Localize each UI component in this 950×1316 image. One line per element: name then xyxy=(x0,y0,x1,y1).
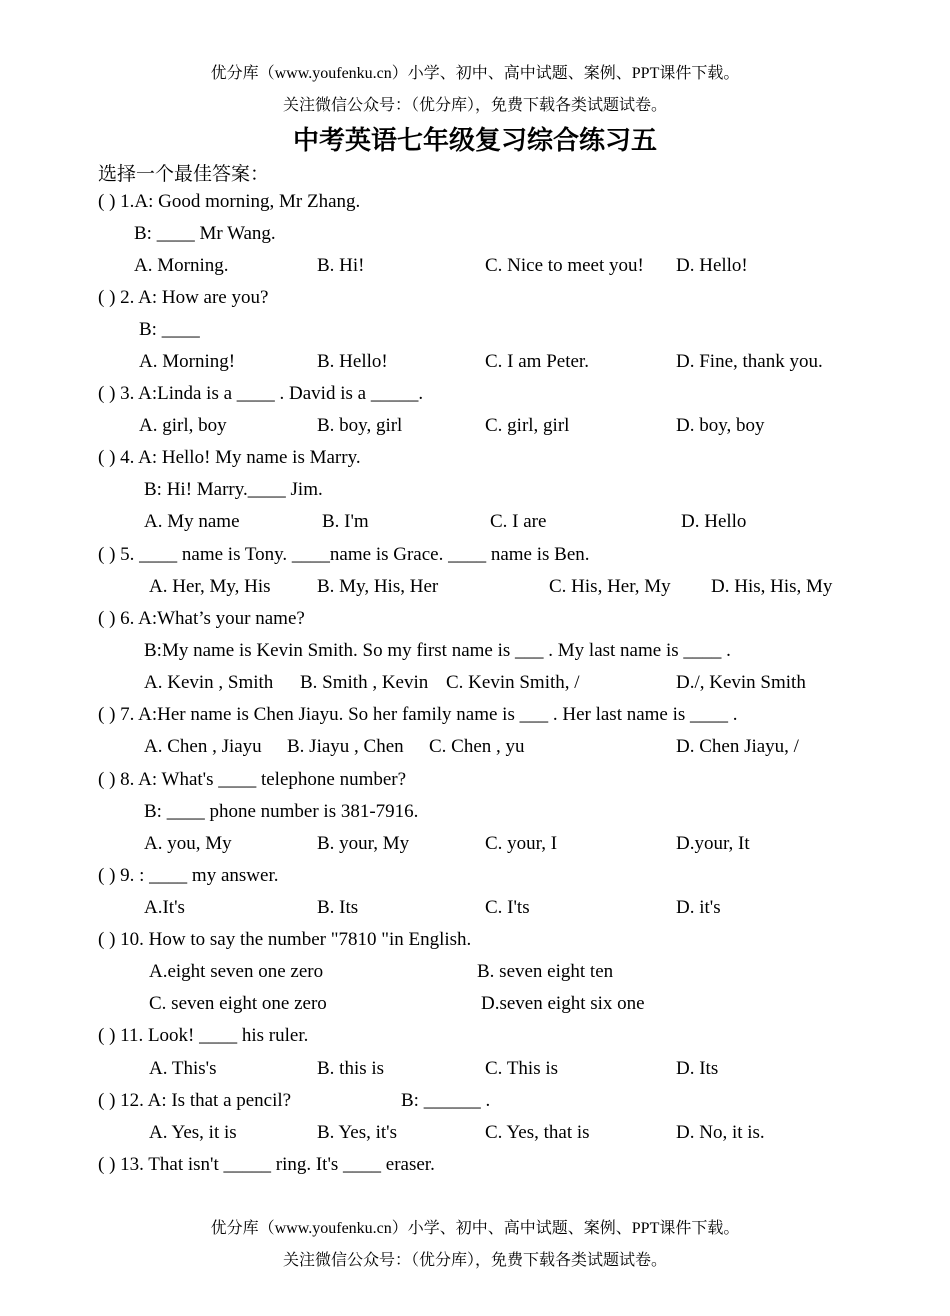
question-6-dialog: B:My name is Kevin Smith. So my first name is ___ . My last name is ____ . xyxy=(144,640,731,661)
question-12: ( ) 12. A: Is that a pencil? xyxy=(98,1090,292,1111)
question-12-option-d: D. No, it is. xyxy=(676,1122,765,1143)
page-title: 中考英语七年级复习综合练习五 xyxy=(292,126,657,156)
question-1: ( ) 1.A: Good morning, Mr Zhang. xyxy=(98,191,361,212)
question-4-option-c: C. I are xyxy=(490,511,547,532)
question-1-dialog: B: ____ Mr Wang. xyxy=(134,223,276,244)
question-12-option-c: C. Yes, that is xyxy=(485,1122,590,1143)
question-9-option-a: A.It's xyxy=(144,897,185,918)
question-3: ( ) 3. A:Linda is a ____ . David is a _____. xyxy=(98,383,424,404)
question-11: ( ) 11. Look! ____ his ruler. xyxy=(98,1025,309,1046)
question-7-option-c: C. Chen , yu xyxy=(429,736,525,757)
question-10-option-a: A.eight seven one zero xyxy=(149,961,324,982)
question-3-option-b: B. boy, girl xyxy=(317,415,403,436)
question-1-option-d: D. Hello! xyxy=(676,255,748,276)
question-9-option-c: C. I'ts xyxy=(485,897,530,918)
question-8-option-c: C. your, I xyxy=(485,833,558,854)
question-2-option-d: D. Fine, thank you. xyxy=(676,351,823,372)
question-6: ( ) 6. A:What’s your name? xyxy=(98,608,305,629)
question-4-option-a: A. My name xyxy=(144,511,240,532)
question-1-option-a: A. Morning. xyxy=(134,255,229,276)
question-3-option-c: C. girl, girl xyxy=(485,415,570,436)
question-6-option-a: A. Kevin , Smith xyxy=(144,672,274,693)
question-8: ( ) 8. A: What's ____ telephone number? xyxy=(98,769,407,790)
question-11-option-b: B. this is xyxy=(317,1058,385,1079)
question-9-option-d: D. it's xyxy=(676,897,721,918)
question-5-option-d: D. His, His, My xyxy=(711,576,833,597)
question-11-option-a: A. This's xyxy=(149,1058,217,1079)
question-7: ( ) 7. A:Her name is Chen Jiayu. So her family name is ___ . Her last name is ____ . xyxy=(98,704,738,725)
question-7-option-d: D. Chen Jiayu, / xyxy=(676,736,799,757)
question-4-dialog: B: Hi! Marry.____ Jim. xyxy=(144,479,323,500)
question-5-option-c: C. His, Her, My xyxy=(549,576,671,597)
question-2-dialog: B: ____ xyxy=(139,319,200,340)
question-2-option-c: C. I am Peter. xyxy=(485,351,589,372)
question-10-option-c: C. seven eight one zero xyxy=(149,993,327,1014)
question-1-option-b: B. Hi! xyxy=(317,255,365,276)
footer-line-2: 关注微信公众号：（优分库），免费下载各类试题试卷。 xyxy=(282,1252,667,1269)
question-3-option-d: D. boy, boy xyxy=(676,415,765,436)
question-5-option-a: A. Her, My, His xyxy=(149,576,271,597)
footer-line-1: 优分库（www.youfenku.cn）小学、初中、高中试题、案例、PPT课件下载。 xyxy=(210,1220,740,1237)
question-1-option-c: C. Nice to meet you! xyxy=(485,255,644,276)
question-11-option-c: C. This is xyxy=(485,1058,559,1079)
question-13: ( ) 13. That isn't _____ ring. It's ____ eraser. xyxy=(98,1154,435,1175)
question-8-dialog: B: ____ phone number is 381-7916. xyxy=(144,801,419,822)
question-2: ( ) 2. A: How are you? xyxy=(98,287,269,308)
question-8-option-a: A. you, My xyxy=(144,833,232,854)
question-4-option-b: B. I'm xyxy=(322,511,369,532)
question-6-option-b: B. Smith , Kevin xyxy=(300,672,429,693)
question-2-option-a: A. Morning! xyxy=(139,351,236,372)
question-10: ( ) 10. How to say the number "7810 "in English. xyxy=(98,929,472,950)
question-3-option-a: A. girl, boy xyxy=(139,415,227,436)
question-5-option-b: B. My, His, Her xyxy=(317,576,439,597)
question-6-option-d: D./, Kevin Smith xyxy=(676,672,806,693)
header-line-1: 优分库（www.youfenku.cn）小学、初中、高中试题、案例、PPT课件下载。 xyxy=(210,65,740,82)
question-9: ( ) 9. : ____ my answer. xyxy=(98,865,279,886)
question-7-option-a: A. Chen , Jiayu xyxy=(144,736,262,757)
question-8-option-d: D.your, It xyxy=(676,833,750,854)
question-2-option-b: B. Hello! xyxy=(317,351,388,372)
question-6-option-c: C. Kevin Smith, / xyxy=(446,672,580,693)
question-12-dialog: B: ______ . xyxy=(401,1090,491,1111)
question-7-option-b: B. Jiayu , Chen xyxy=(287,736,404,757)
question-4-option-d: D. Hello xyxy=(681,511,747,532)
question-9-option-b: B. Its xyxy=(317,897,359,918)
instruction: 选择一个最佳答案： xyxy=(98,164,270,185)
question-11-option-d: D. Its xyxy=(676,1058,719,1079)
question-4: ( ) 4. A: Hello! My name is Marry. xyxy=(98,447,361,468)
question-10-option-b: B. seven eight ten xyxy=(477,961,614,982)
question-12-option-b: B. Yes, it's xyxy=(317,1122,397,1143)
question-8-option-b: B. your, My xyxy=(317,833,410,854)
question-10-option-d: D.seven eight six one xyxy=(481,993,645,1014)
header-line-2: 关注微信公众号：（优分库），免费下载各类试题试卷。 xyxy=(282,97,667,114)
question-12-option-a: A. Yes, it is xyxy=(149,1122,237,1143)
question-5: ( ) 5. ____ name is Tony. ____name is Grace. ____ name is Ben. xyxy=(98,544,590,565)
